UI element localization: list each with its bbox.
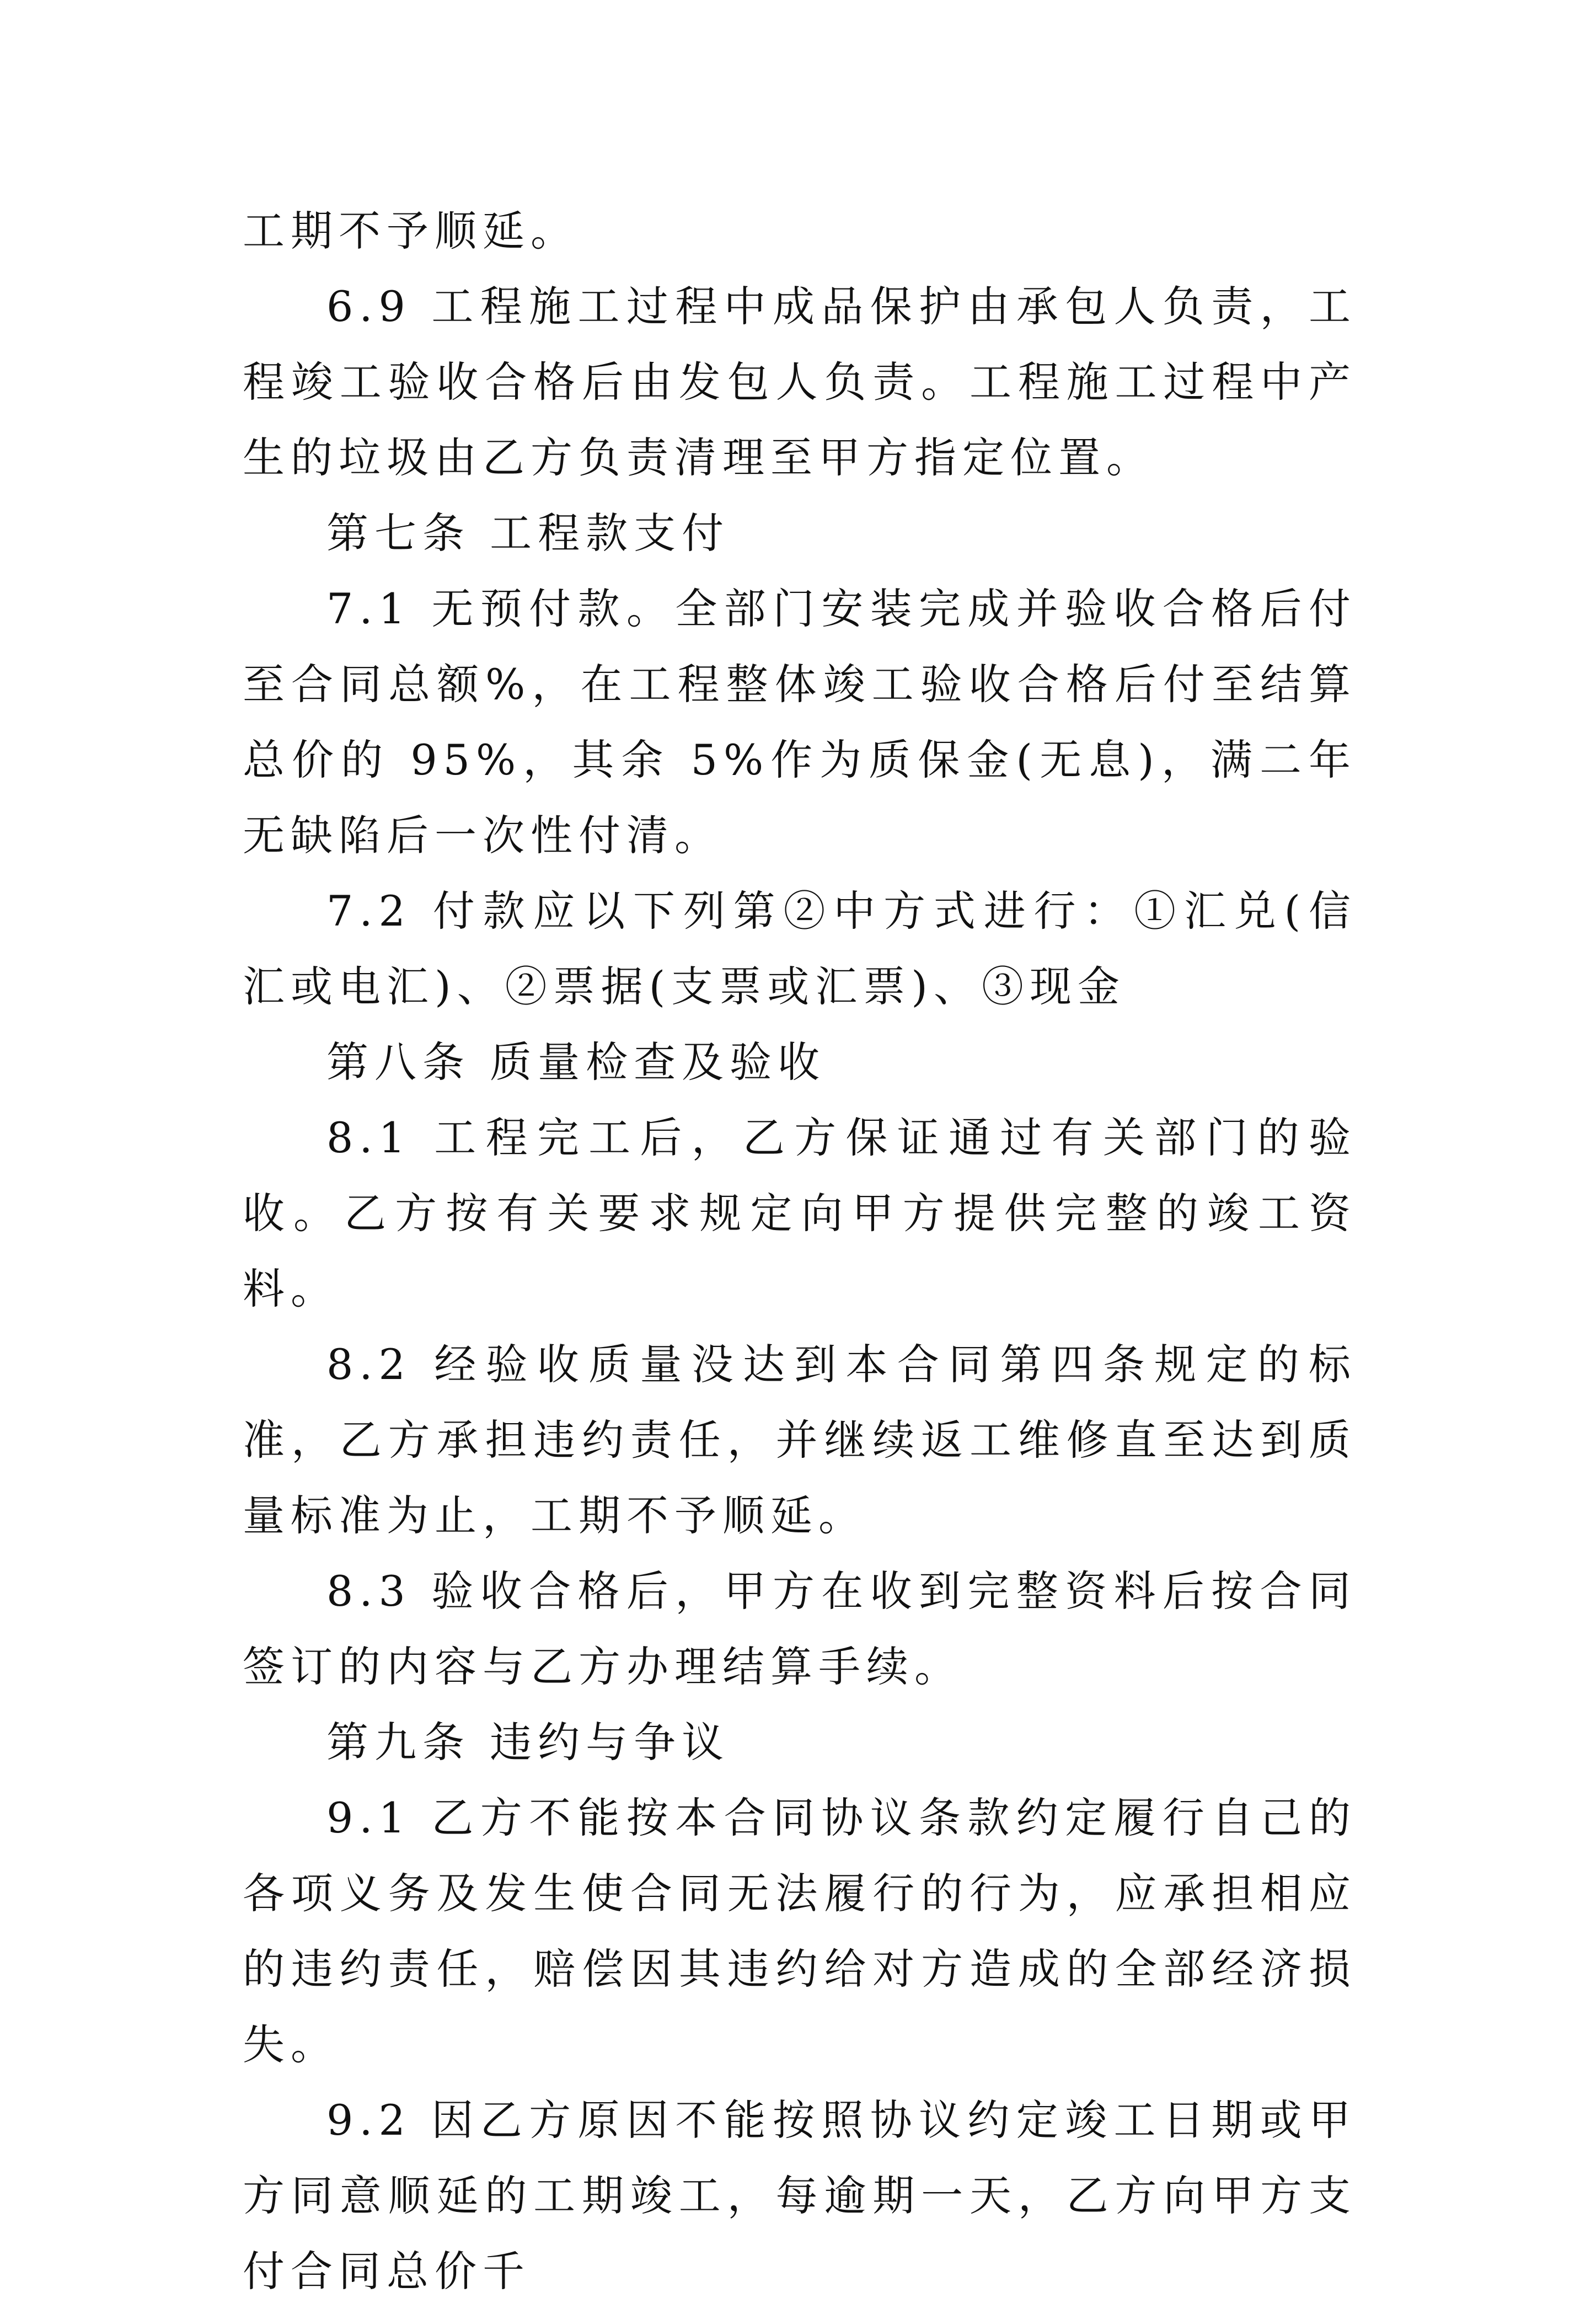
document-body [243,193,1357,2309]
paragraph-continued: 工期不予顺延。 [243,206,579,255]
article-9-heading: 第九条 违约与争议 [326,1718,730,1767]
clause-7-2: 7.2 付款应以下列第②中方式进行：①汇兑(信汇或电汇)、②票据(支票或汇票)、③现金 [243,886,1357,1011]
article-7-heading: 第七条 工程款支付 [326,509,730,558]
clause-9-2: 9.2 因乙方原因不能按照协议约定竣工日期或甲方同意顺延的工期竣工，每逾期一天，乙方向甲方支付合同总价千 [243,2096,1357,2296]
clause-8-3: 8.3 验收合格后，甲方在收到完整资料后按合同签订的内容与乙方办理结算手续。 [243,1567,1357,1691]
article-8-heading: 第八条 质量检查及验收 [326,1038,826,1087]
clause-7-1: 7.1 无预付款。全部门安装完成并验收合格后付至合同总额%，在工程整体竣工验收合格后付至结算总价的 95%，其余 5%作为质保金(无息)，满二年无缺陷后一次性付清。 [243,584,1357,860]
clause-6-9: 6.9 工程施工过程中成品保护由承包人负责，工程竣工验收合格后由发包人负责。工程施工过程中产生的垃圾由乙方负责清理至甲方指定位置。 [243,282,1357,482]
clause-8-2: 8.2 经验收质量没达到本合同第四条规定的标准，乙方承担违约责任，并继续返工维修直至达到质量标准为止，工期不予顺延。 [243,1340,1357,1540]
clause-9-1: 9.1 乙方不能按本合同协议条款约定履行自己的各项义务及发生使合同无法履行的行为，应承担相应的违约责任，赔偿因其违约给对方造成的全部经济损失。 [243,1793,1357,2069]
clause-8-1: 8.1 工程完工后，乙方保证通过有关部门的验收。乙方按有关要求规定向甲方提供完整的竣工资料。 [243,1113,1357,1313]
